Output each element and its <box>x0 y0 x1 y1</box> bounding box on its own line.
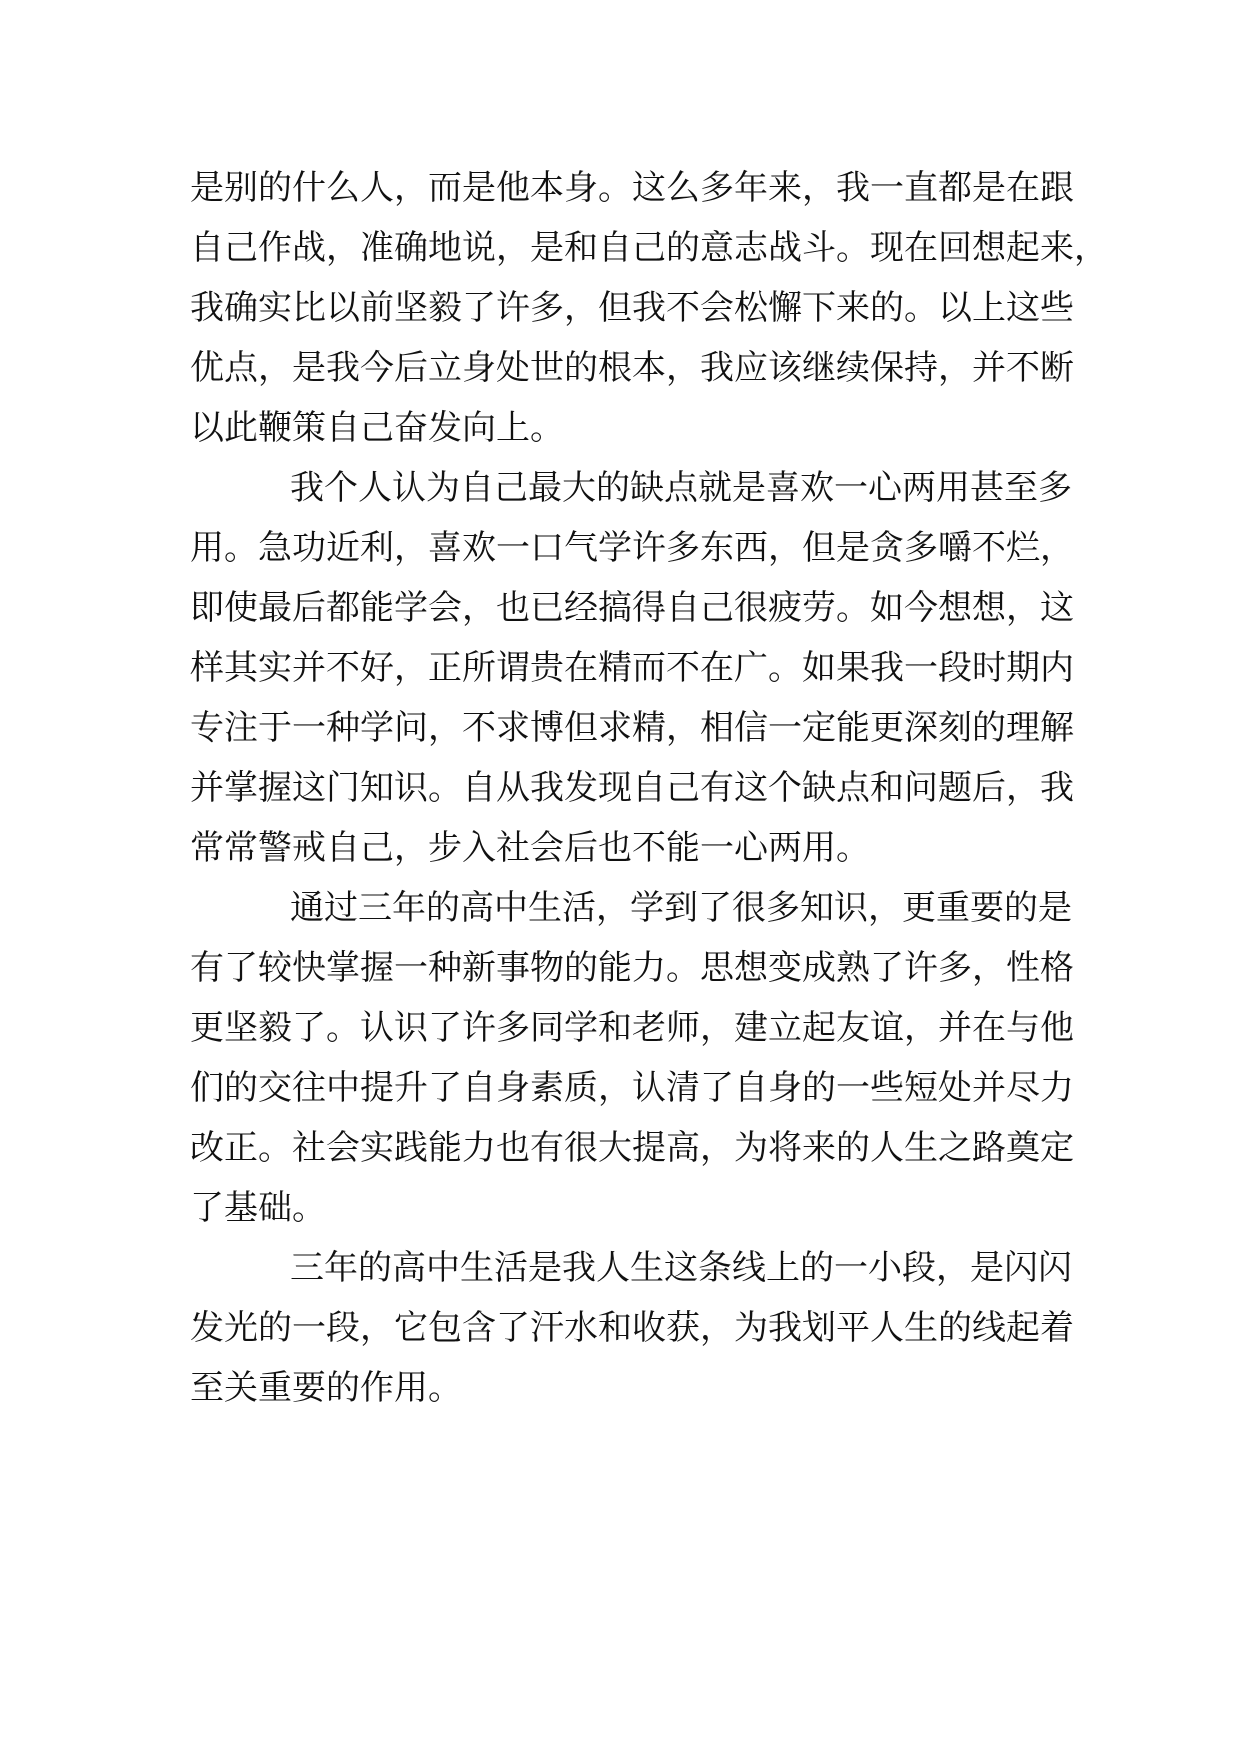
paragraph-line: 我确实比以前坚毅了许多，但我不会松懈下来的。以上这些 <box>190 288 1074 328</box>
paragraph-line: 以此鞭策自己奋发向上。 <box>190 408 564 448</box>
paragraph-line: 了基础。 <box>190 1188 326 1228</box>
paragraph-3 <box>190 878 1074 1238</box>
paragraph-line: 并掌握这门知识。自从我发现自己有这个缺点和问题后，我 <box>190 768 1074 808</box>
paragraph-line: 改正。社会实践能力也有很大提高，为将来的人生之路奠定 <box>190 1128 1074 1168</box>
paragraph-line: 优点，是我今后立身处世的根本，我应该继续保持，并不断 <box>190 348 1074 388</box>
paragraph-line: 更坚毅了。认识了许多同学和老师，建立起友谊，并在与他 <box>190 1008 1074 1048</box>
paragraph-line: 通过三年的高中生活，学到了很多知识，更重要的是 <box>290 888 1072 928</box>
paragraph-line: 有了较快掌握一种新事物的能力。思想变成熟了许多，性格 <box>190 948 1074 988</box>
paragraph-line: 三年的高中生活是我人生这条线上的一小段，是闪闪 <box>290 1248 1072 1288</box>
paragraph-line: 我个人认为自己最大的缺点就是喜欢一心两用甚至多 <box>290 468 1072 508</box>
paragraph-line: 发光的一段，它包含了汗水和收获，为我划平人生的线起着 <box>190 1308 1074 1348</box>
paragraph-line: 至关重要的作用。 <box>190 1368 462 1408</box>
paragraph-line: 样其实并不好，正所谓贵在精而不在广。如果我一段时期内 <box>190 648 1074 688</box>
paragraph-line: 自己作战，准确地说，是和自己的意志战斗。现在回想起来， <box>190 228 1108 268</box>
paragraph-line: 即使最后都能学会，也已经搞得自己很疲劳。如今想想，这 <box>190 588 1074 628</box>
paragraph-line: 用。急功近利，喜欢一口气学许多东西，但是贪多嚼不烂， <box>190 528 1074 568</box>
paragraph-2 <box>190 458 1074 878</box>
paragraph-line: 们的交往中提升了自身素质，认清了自身的一些短处并尽力 <box>190 1068 1074 1108</box>
paragraph-line: 专注于一种学问，不求博但求精，相信一定能更深刻的理解 <box>190 708 1074 748</box>
paragraph-4 <box>190 1238 1074 1418</box>
paragraph-line: 常常警戒自己，步入社会后也不能一心两用。 <box>190 828 870 868</box>
paragraph-1 <box>190 158 1108 458</box>
paragraph-line: 是别的什么人，而是他本身。这么多年来，我一直都是在跟 <box>190 168 1074 208</box>
document-body <box>190 158 1108 1418</box>
